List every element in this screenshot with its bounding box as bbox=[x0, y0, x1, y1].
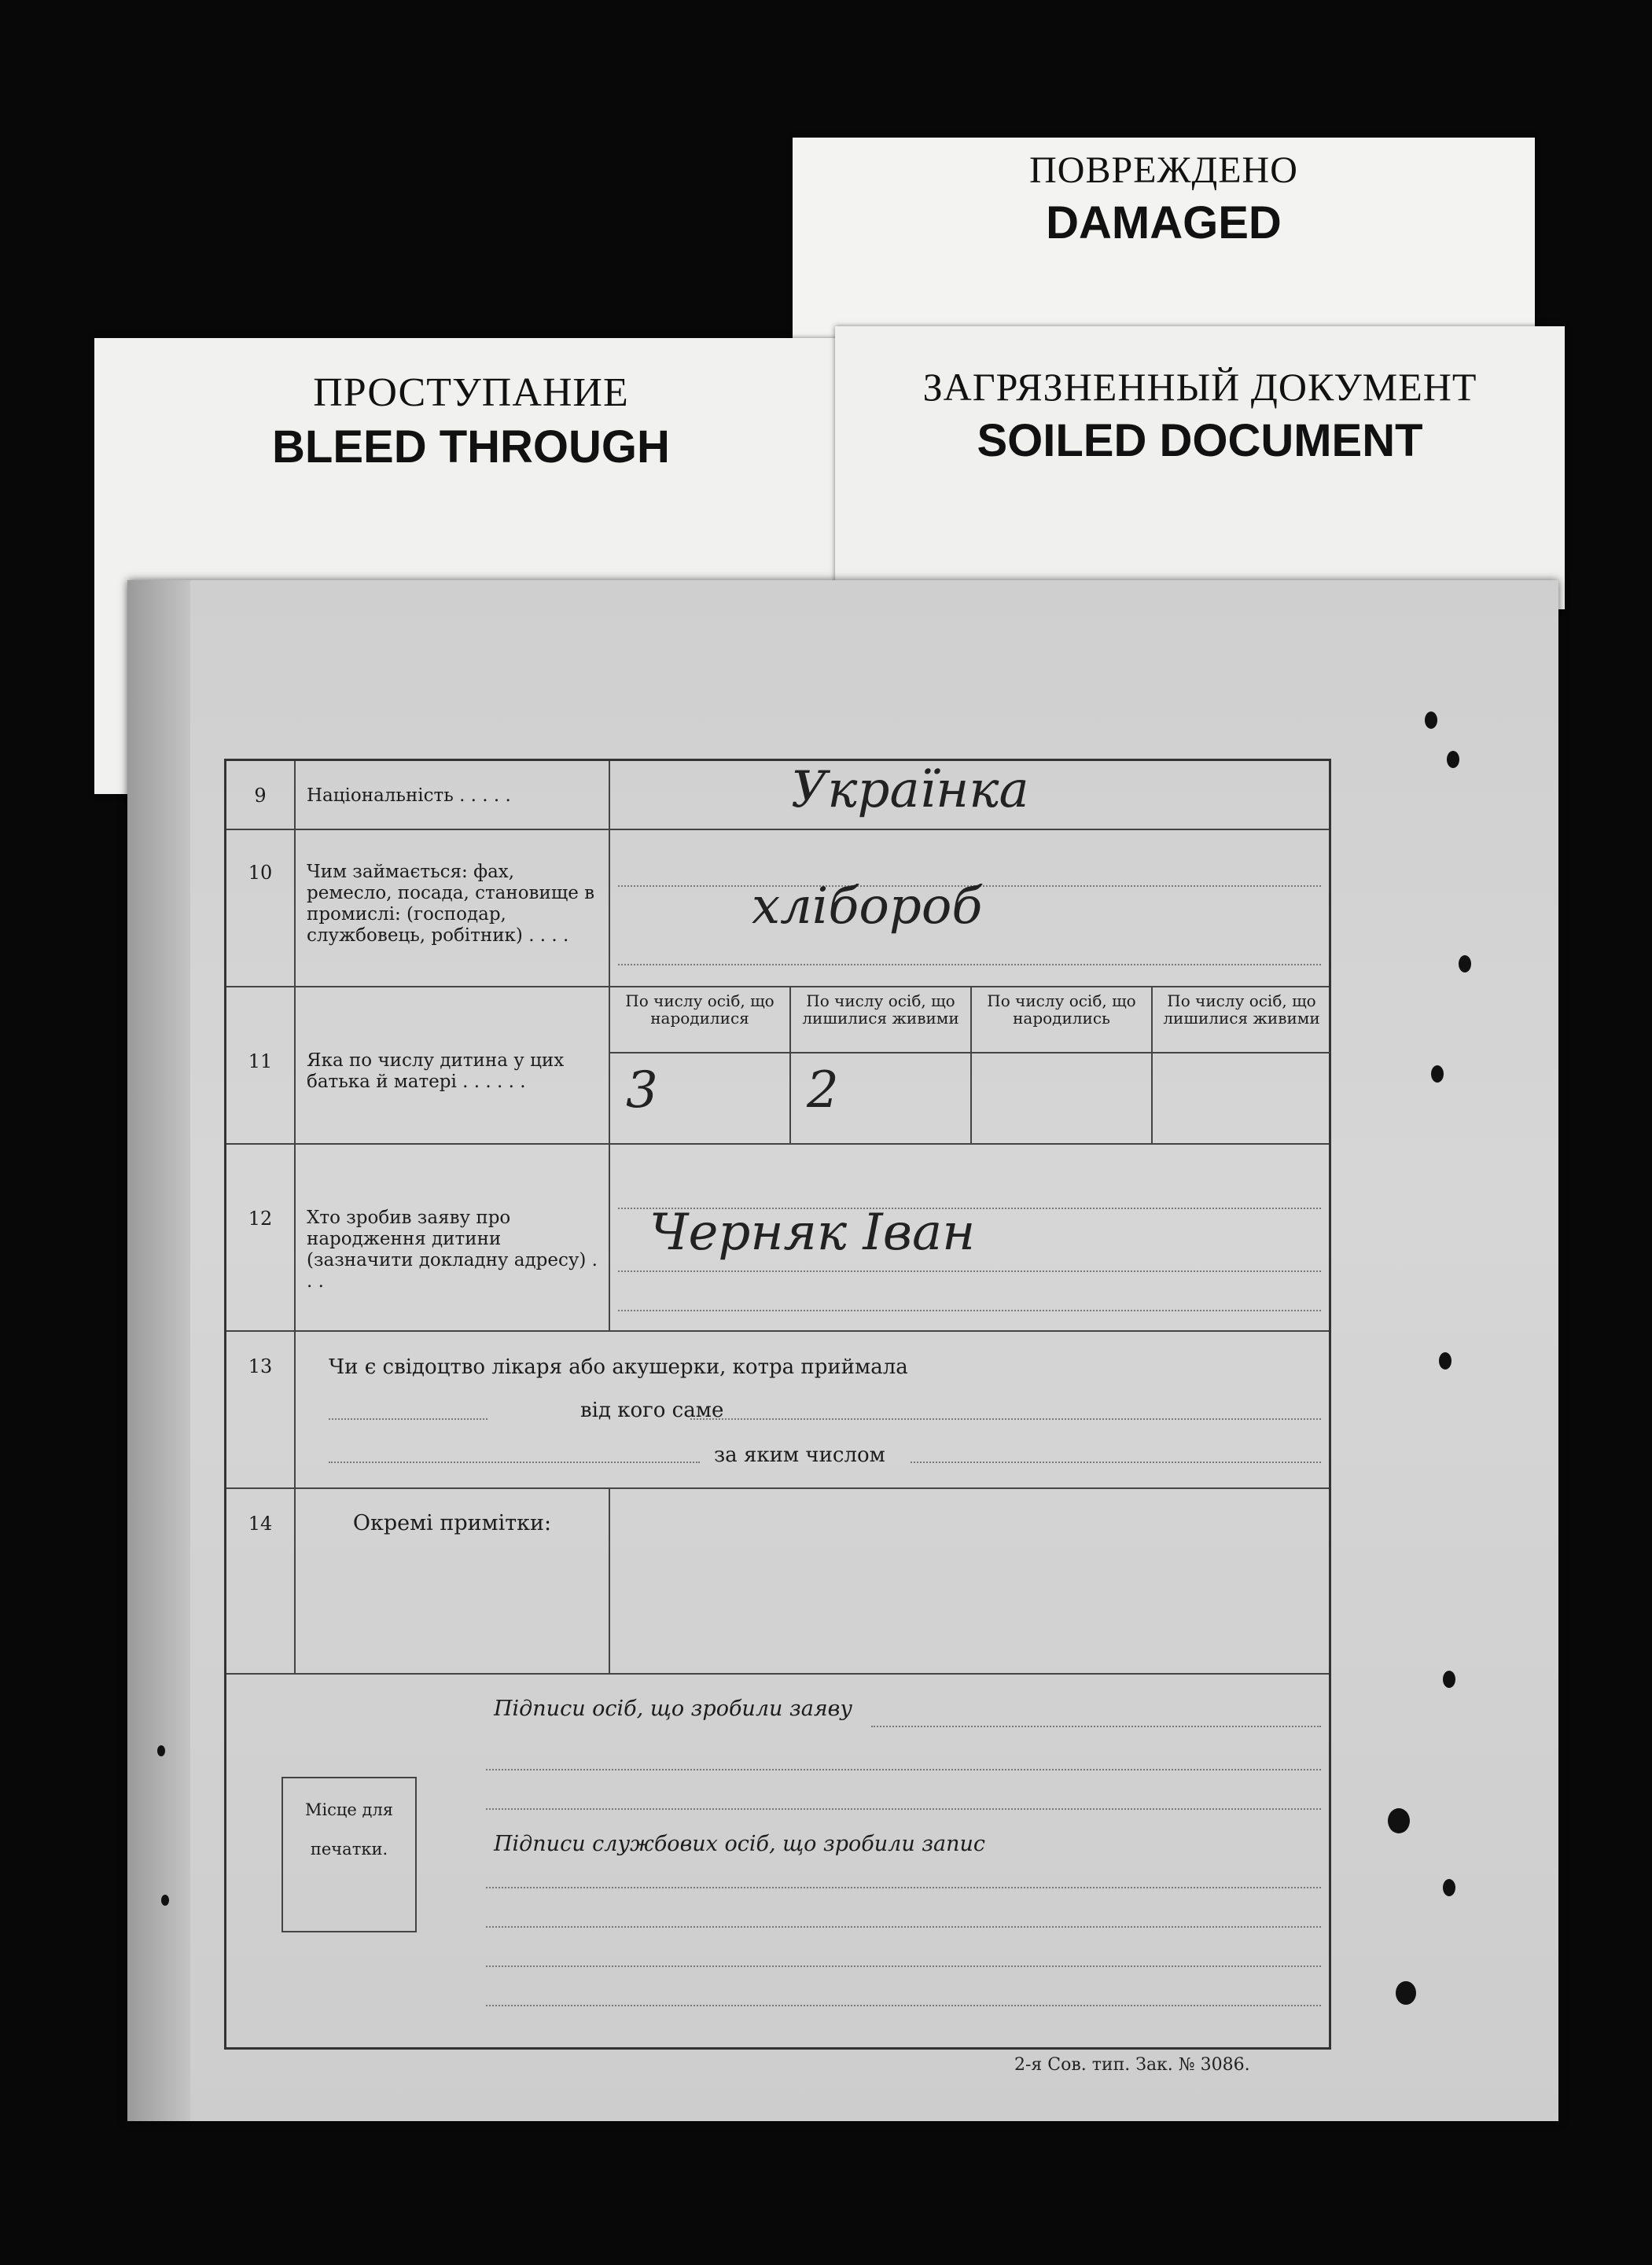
binding-hole bbox=[1459, 955, 1471, 973]
certificate-line-1: Чи є свідоцтво лікаря або акушерки, котра приймала bbox=[329, 1355, 908, 1379]
stamp-label-line-1: Місце для bbox=[304, 1800, 394, 1819]
dotted-line bbox=[618, 1310, 1321, 1311]
soiled-label-en: SOILED DOCUMENT bbox=[977, 415, 1423, 466]
col-header: По числу осіб, що лишилися живими bbox=[1153, 987, 1330, 1053]
binding-hole bbox=[1425, 711, 1437, 729]
bleed-label-ru: ПРОСТУПАНИЕ bbox=[313, 370, 629, 415]
cell-surviving bbox=[791, 1053, 972, 1143]
row-number: 9 bbox=[226, 761, 296, 829]
handwritten-value: Черняк Іван bbox=[649, 1204, 976, 1262]
dotted-line bbox=[486, 1965, 1321, 1967]
row-number: 11 bbox=[226, 987, 296, 1143]
cell-born bbox=[610, 1053, 791, 1143]
row-number: 10 bbox=[226, 830, 296, 986]
row-label: Національність . . . . . bbox=[296, 761, 610, 829]
row-label: Хто зробив заяву про народження дитини (зазначити докладну адресу) . . . bbox=[296, 1145, 610, 1330]
row-label: Окремі примітки: bbox=[296, 1489, 610, 1673]
col-header: По числу осіб, що народились bbox=[972, 987, 1153, 1053]
dotted-line bbox=[329, 1418, 488, 1420]
dotted-line bbox=[329, 1462, 700, 1463]
row-11-child-order bbox=[226, 987, 1329, 1145]
dotted-line bbox=[690, 1418, 1321, 1420]
certificate-line-3: за яким числом bbox=[714, 1443, 885, 1467]
row-12-declarant bbox=[226, 1145, 1329, 1332]
binding-hole bbox=[1443, 1671, 1455, 1688]
binding-hole bbox=[157, 1745, 165, 1756]
dotted-line bbox=[486, 2005, 1321, 2006]
stamp-placeholder-box bbox=[281, 1777, 417, 1932]
handwritten-value: 3 bbox=[626, 1061, 658, 1120]
binding-hole bbox=[1388, 1808, 1410, 1833]
birth-record-form bbox=[224, 759, 1331, 2050]
soiled-label-ru: ЗАГРЯЗНЕННЫЙ ДОКУМЕНТ bbox=[922, 365, 1477, 409]
cell-surviving-2 bbox=[1153, 1053, 1330, 1143]
row-9-nationality bbox=[226, 761, 1329, 830]
damaged-label-en: DAMAGED bbox=[1046, 197, 1282, 248]
handwritten-value: 2 bbox=[807, 1061, 839, 1120]
row-value-area bbox=[610, 830, 1329, 986]
dotted-line bbox=[871, 1726, 1321, 1727]
row-number: 12 bbox=[226, 1145, 296, 1330]
row-label: Яка по числу дитина у цих батька й матері . . . . . . bbox=[296, 987, 610, 1143]
signatures-section bbox=[226, 1675, 1329, 2050]
row-value-area bbox=[610, 987, 1329, 1143]
bleed-label-en: BLEED THROUGH bbox=[272, 421, 670, 472]
declarants-signature-label: Підписи осіб, що зробили заяву bbox=[494, 1697, 853, 1721]
row-value-area bbox=[610, 761, 1329, 829]
binding-hole bbox=[1447, 751, 1459, 768]
sheet-fold-shadow bbox=[127, 580, 190, 2121]
certificate-line-2: від кого саме bbox=[580, 1399, 724, 1422]
binding-hole bbox=[161, 1895, 169, 1906]
dotted-line bbox=[911, 1462, 1321, 1463]
damaged-label-ru: ПОВРЕЖДЕНО bbox=[1029, 149, 1298, 191]
col-header: По числу осіб, що народилися bbox=[610, 987, 791, 1053]
officials-signature-label: Підписи службових осіб, що зробили запис bbox=[494, 1832, 986, 1856]
row-label: Чим займається: фах, ремесло, посада, становище в промислі: (господар, службовець, робітник) . . . . bbox=[296, 830, 610, 986]
cell-born-2 bbox=[972, 1053, 1153, 1143]
dotted-line bbox=[486, 1926, 1321, 1928]
row-value-area bbox=[610, 1489, 1329, 1673]
handwritten-value: Українка bbox=[791, 761, 1029, 819]
binding-hole bbox=[1443, 1879, 1455, 1896]
row-13-certificate bbox=[226, 1332, 1329, 1489]
binding-hole bbox=[1439, 1352, 1451, 1370]
row-number: 14 bbox=[226, 1489, 296, 1673]
binding-hole bbox=[1431, 1065, 1444, 1083]
binding-hole bbox=[1396, 1981, 1416, 2005]
dotted-line bbox=[618, 1270, 1321, 1272]
col-header: По числу осіб, що лишилися живими bbox=[791, 987, 972, 1053]
stamp-label-line-2: печатки. bbox=[310, 1840, 388, 1859]
dotted-line bbox=[486, 1808, 1321, 1810]
row-10-occupation bbox=[226, 830, 1329, 987]
dotted-line bbox=[618, 964, 1321, 965]
soiled-document-label-card bbox=[835, 326, 1565, 609]
printer-imprint: 2-я Сов. тип. Зак. № 3086. bbox=[1014, 2055, 1250, 2075]
dotted-line bbox=[486, 1769, 1321, 1770]
damaged-label-card bbox=[793, 138, 1535, 350]
dotted-line bbox=[486, 1887, 1321, 1888]
handwritten-value: хлібороб bbox=[752, 877, 983, 936]
row-number: 13 bbox=[226, 1332, 296, 1487]
row-14-remarks bbox=[226, 1489, 1329, 1675]
row-value-area bbox=[610, 1145, 1329, 1330]
